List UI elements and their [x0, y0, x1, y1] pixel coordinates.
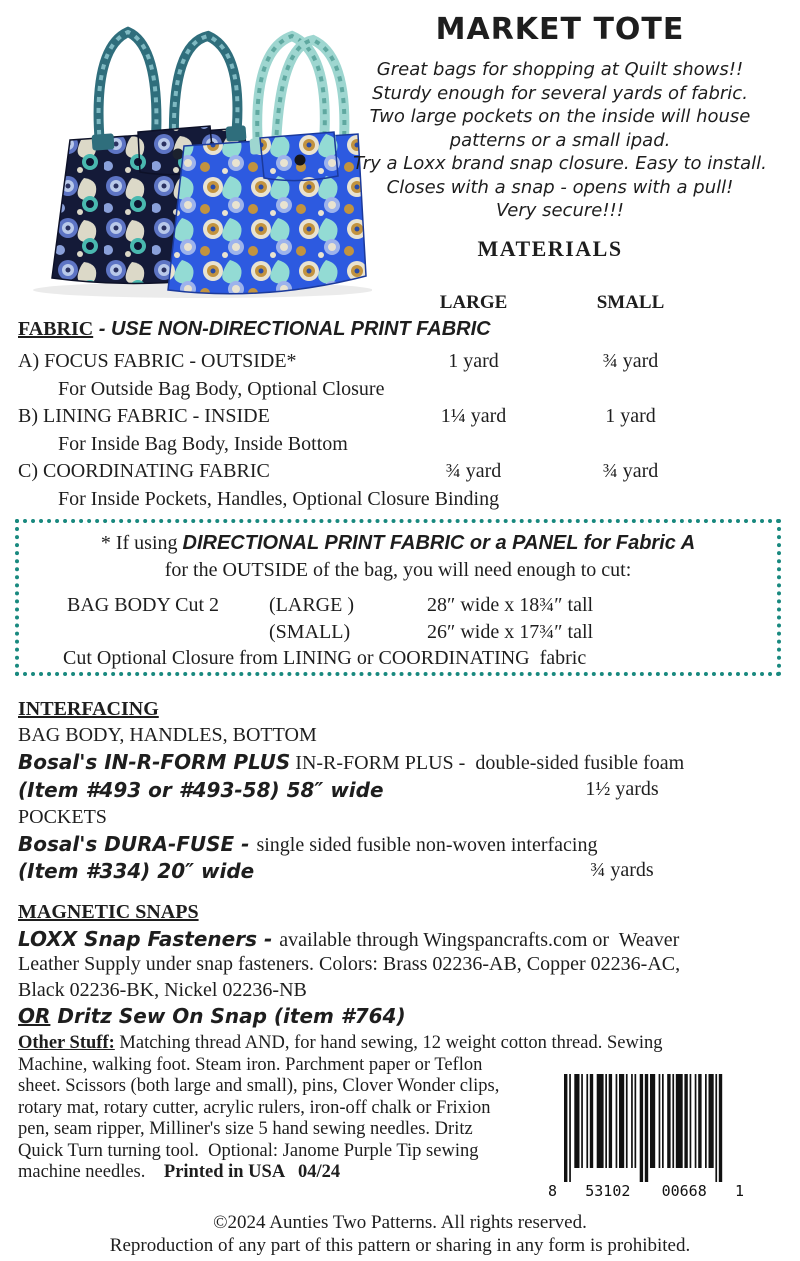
- fabric-heading-word: FABRIC: [18, 318, 94, 340]
- intro-line: Great bags for shopping at Quilt shows!!: [376, 59, 744, 80]
- other-stuff-text: machine needles.: [18, 1162, 164, 1182]
- fabric-row-note: For Inside Pockets, Handles, Optional Closure Binding: [58, 488, 500, 510]
- snaps-line-3: Black 02236-BK, Nickel 02236-NB: [18, 979, 307, 1001]
- barcode-digits: [548, 1182, 744, 1200]
- snaps-desc-1: available through Wingspancrafts.com or Weaver: [279, 929, 680, 951]
- barcode-digit-trail: 1: [734, 1182, 744, 1200]
- interfacing-heading: INTERFACING: [18, 698, 159, 720]
- bag-handle: [174, 36, 238, 140]
- interfacing-row2-desc: single sided fusible non-woven interfacing: [256, 834, 598, 856]
- materials-column-headers: [18, 292, 784, 316]
- other-stuff-line: rotary mat, rotary cutter, acrylic rulers, iron-off chalk or Frixion: [18, 1097, 491, 1118]
- barcode-bars: [548, 1072, 744, 1184]
- other-stuff-line: pen, seam ripper, Milliner's size 5 hand sewing needles. Dritz: [18, 1119, 473, 1139]
- interfacing-sub1: BAG BODY, HANDLES, BOTTOM: [18, 724, 317, 746]
- other-stuff-text: Matching thread AND, for hand sewing, 12 weight cotton thread. Sewing: [114, 1033, 663, 1053]
- fabric-row-c: [18, 460, 784, 484]
- interfacing-row2: [18, 832, 784, 857]
- page-title: MARKET TOTE: [435, 12, 685, 47]
- tote-bag-right: [168, 36, 366, 294]
- other-stuff-line: Quick Turn turning tool. Optional: Janome Purple Tip sewing: [18, 1140, 479, 1161]
- snap-button: [295, 155, 306, 166]
- snaps-or-line: [18, 1004, 784, 1028]
- barcode-digit-lead: 8: [548, 1182, 558, 1200]
- fabric-row-label: B) LINING FABRIC - INSIDE: [18, 405, 270, 427]
- other-stuff-line: Machine, walking foot. Steam iron. Parchment paper or Teflon: [18, 1054, 483, 1075]
- cut-label: BAG BODY Cut 2: [67, 594, 220, 616]
- fabric-row-small-qty: 1 yard: [605, 405, 656, 427]
- fabric-row-b: [18, 405, 784, 429]
- fabric-row-large-qty: ¾ yard: [445, 460, 502, 482]
- snaps-brand: LOXX Snap Fasteners -: [18, 927, 280, 951]
- bag-handle: [99, 32, 157, 146]
- interfacing-row2-item-line: [18, 859, 784, 885]
- fabric-row-small-qty: ¾ yard: [602, 460, 659, 482]
- callout-line2-text: for the OUTSIDE of the bag, you will need enough to cut:: [164, 559, 632, 581]
- fabric-row-label: A) FOCUS FABRIC - OUTSIDE*: [18, 350, 297, 372]
- other-stuff-heading: Other Stuff:: [18, 1033, 115, 1053]
- interfacing-row2-brand: Bosal's DURA-FUSE -: [18, 832, 257, 856]
- snaps-line-2: Leather Supply under snap fasteners. Colors: Brass 02236-AB, Copper 02236-AC,: [18, 953, 681, 975]
- magnetic-snaps-heading: MAGNETIC SNAPS: [18, 901, 199, 923]
- intro-line: Closes with a snap - opens with a pull!: [386, 176, 734, 198]
- cut-size: (LARGE ): [269, 594, 354, 616]
- or-word: OR: [18, 1004, 51, 1028]
- column-header-small: SMALL: [596, 292, 665, 313]
- fabric-heading-note: - USE NON-DIRECTIONAL PRINT FABRIC: [93, 318, 491, 340]
- interfacing-row1: [18, 750, 784, 775]
- interfacing-row1-item-line: [18, 778, 784, 804]
- other-stuff-line: sheet. Scissors (both large and small), pins, Clover Wonder clips,: [18, 1076, 500, 1096]
- intro-line: Sturdy enough for several yards of fabric.: [372, 82, 748, 104]
- directional-fabric-callout: [15, 519, 781, 676]
- intro-line: Very secure!!!: [496, 200, 624, 221]
- callout-line-2: [19, 559, 777, 582]
- handle-tab: [226, 125, 247, 141]
- fabric-row-a: [18, 350, 784, 374]
- callout-line1-prefix: * If using: [100, 532, 183, 554]
- cut-dims: 26″ wide x 17¾″ tall: [427, 621, 594, 643]
- snap-button: [173, 149, 184, 160]
- fabric-row-note: For Inside Bag Body, Inside Bottom: [58, 433, 348, 455]
- column-header-large: LARGE: [439, 292, 508, 313]
- interfacing-row1-brand: Bosal's IN-R-FORM PLUS: [18, 750, 291, 774]
- product-photo: [8, 6, 372, 300]
- interfacing-row2-qty: ¾ yards: [590, 859, 654, 881]
- intro-line: Try a Loxx brand snap closure. Easy to install.: [353, 153, 767, 174]
- interfacing-row1-desc: IN-R-FORM PLUS - double-sided fusible foam: [290, 752, 685, 774]
- reproduction-line: Reproduction of any part of this pattern or sharing in any form is prohibited.: [109, 1235, 691, 1256]
- callout-footer-text: Cut Optional Closure from LINING or COORDINATING fabric: [63, 647, 587, 669]
- cut-size: (SMALL): [269, 621, 351, 643]
- barcode: [548, 1072, 744, 1200]
- materials-heading: MATERIALS: [477, 236, 623, 261]
- interfacing-sub2: POCKETS: [18, 806, 107, 828]
- or-rest: Dritz Sew On Snap (item #764): [50, 1004, 406, 1028]
- handle-tab: [91, 133, 114, 150]
- barcode-digits-right: 00668: [659, 1182, 710, 1200]
- fabric-heading: [18, 318, 491, 341]
- fabric-row-large-qty: 1¼ yard: [440, 405, 507, 427]
- snaps-line-1: [18, 927, 784, 952]
- barcode-digits-left: 53102: [582, 1182, 633, 1200]
- fabric-row-small-qty: ¾ yard: [602, 350, 659, 372]
- copyright-line: ©2024 Aunties Two Patterns. All rights reserved.: [213, 1212, 587, 1233]
- interfacing-row1-qty: 1½ yards: [585, 778, 659, 800]
- fabric-row-label: C) COORDINATING FABRIC: [18, 460, 270, 482]
- intro-line: patterns or a small ipad.: [449, 129, 671, 151]
- interfacing-row2-item: (Item #334) 20″ wide: [18, 859, 255, 883]
- other-stuff-line: [18, 1033, 778, 1055]
- callout-line-1: [19, 532, 777, 555]
- intro-text: [338, 58, 782, 223]
- cut-dims: 28″ wide x 18¾″ tall: [427, 594, 594, 616]
- interfacing-row1-item: (Item #493 or #493-58) 58″ wide: [18, 778, 384, 802]
- callout-line1-bold: DIRECTIONAL PRINT FABRIC or a PANEL for Fabric A: [182, 532, 696, 554]
- fabric-row-large-qty: 1 yard: [448, 350, 499, 372]
- intro-line: Two large pockets on the inside will house: [369, 106, 751, 127]
- printed-in-usa: Printed in USA 04/24: [163, 1162, 341, 1182]
- fabric-row-note: For Outside Bag Body, Optional Closure: [58, 378, 385, 400]
